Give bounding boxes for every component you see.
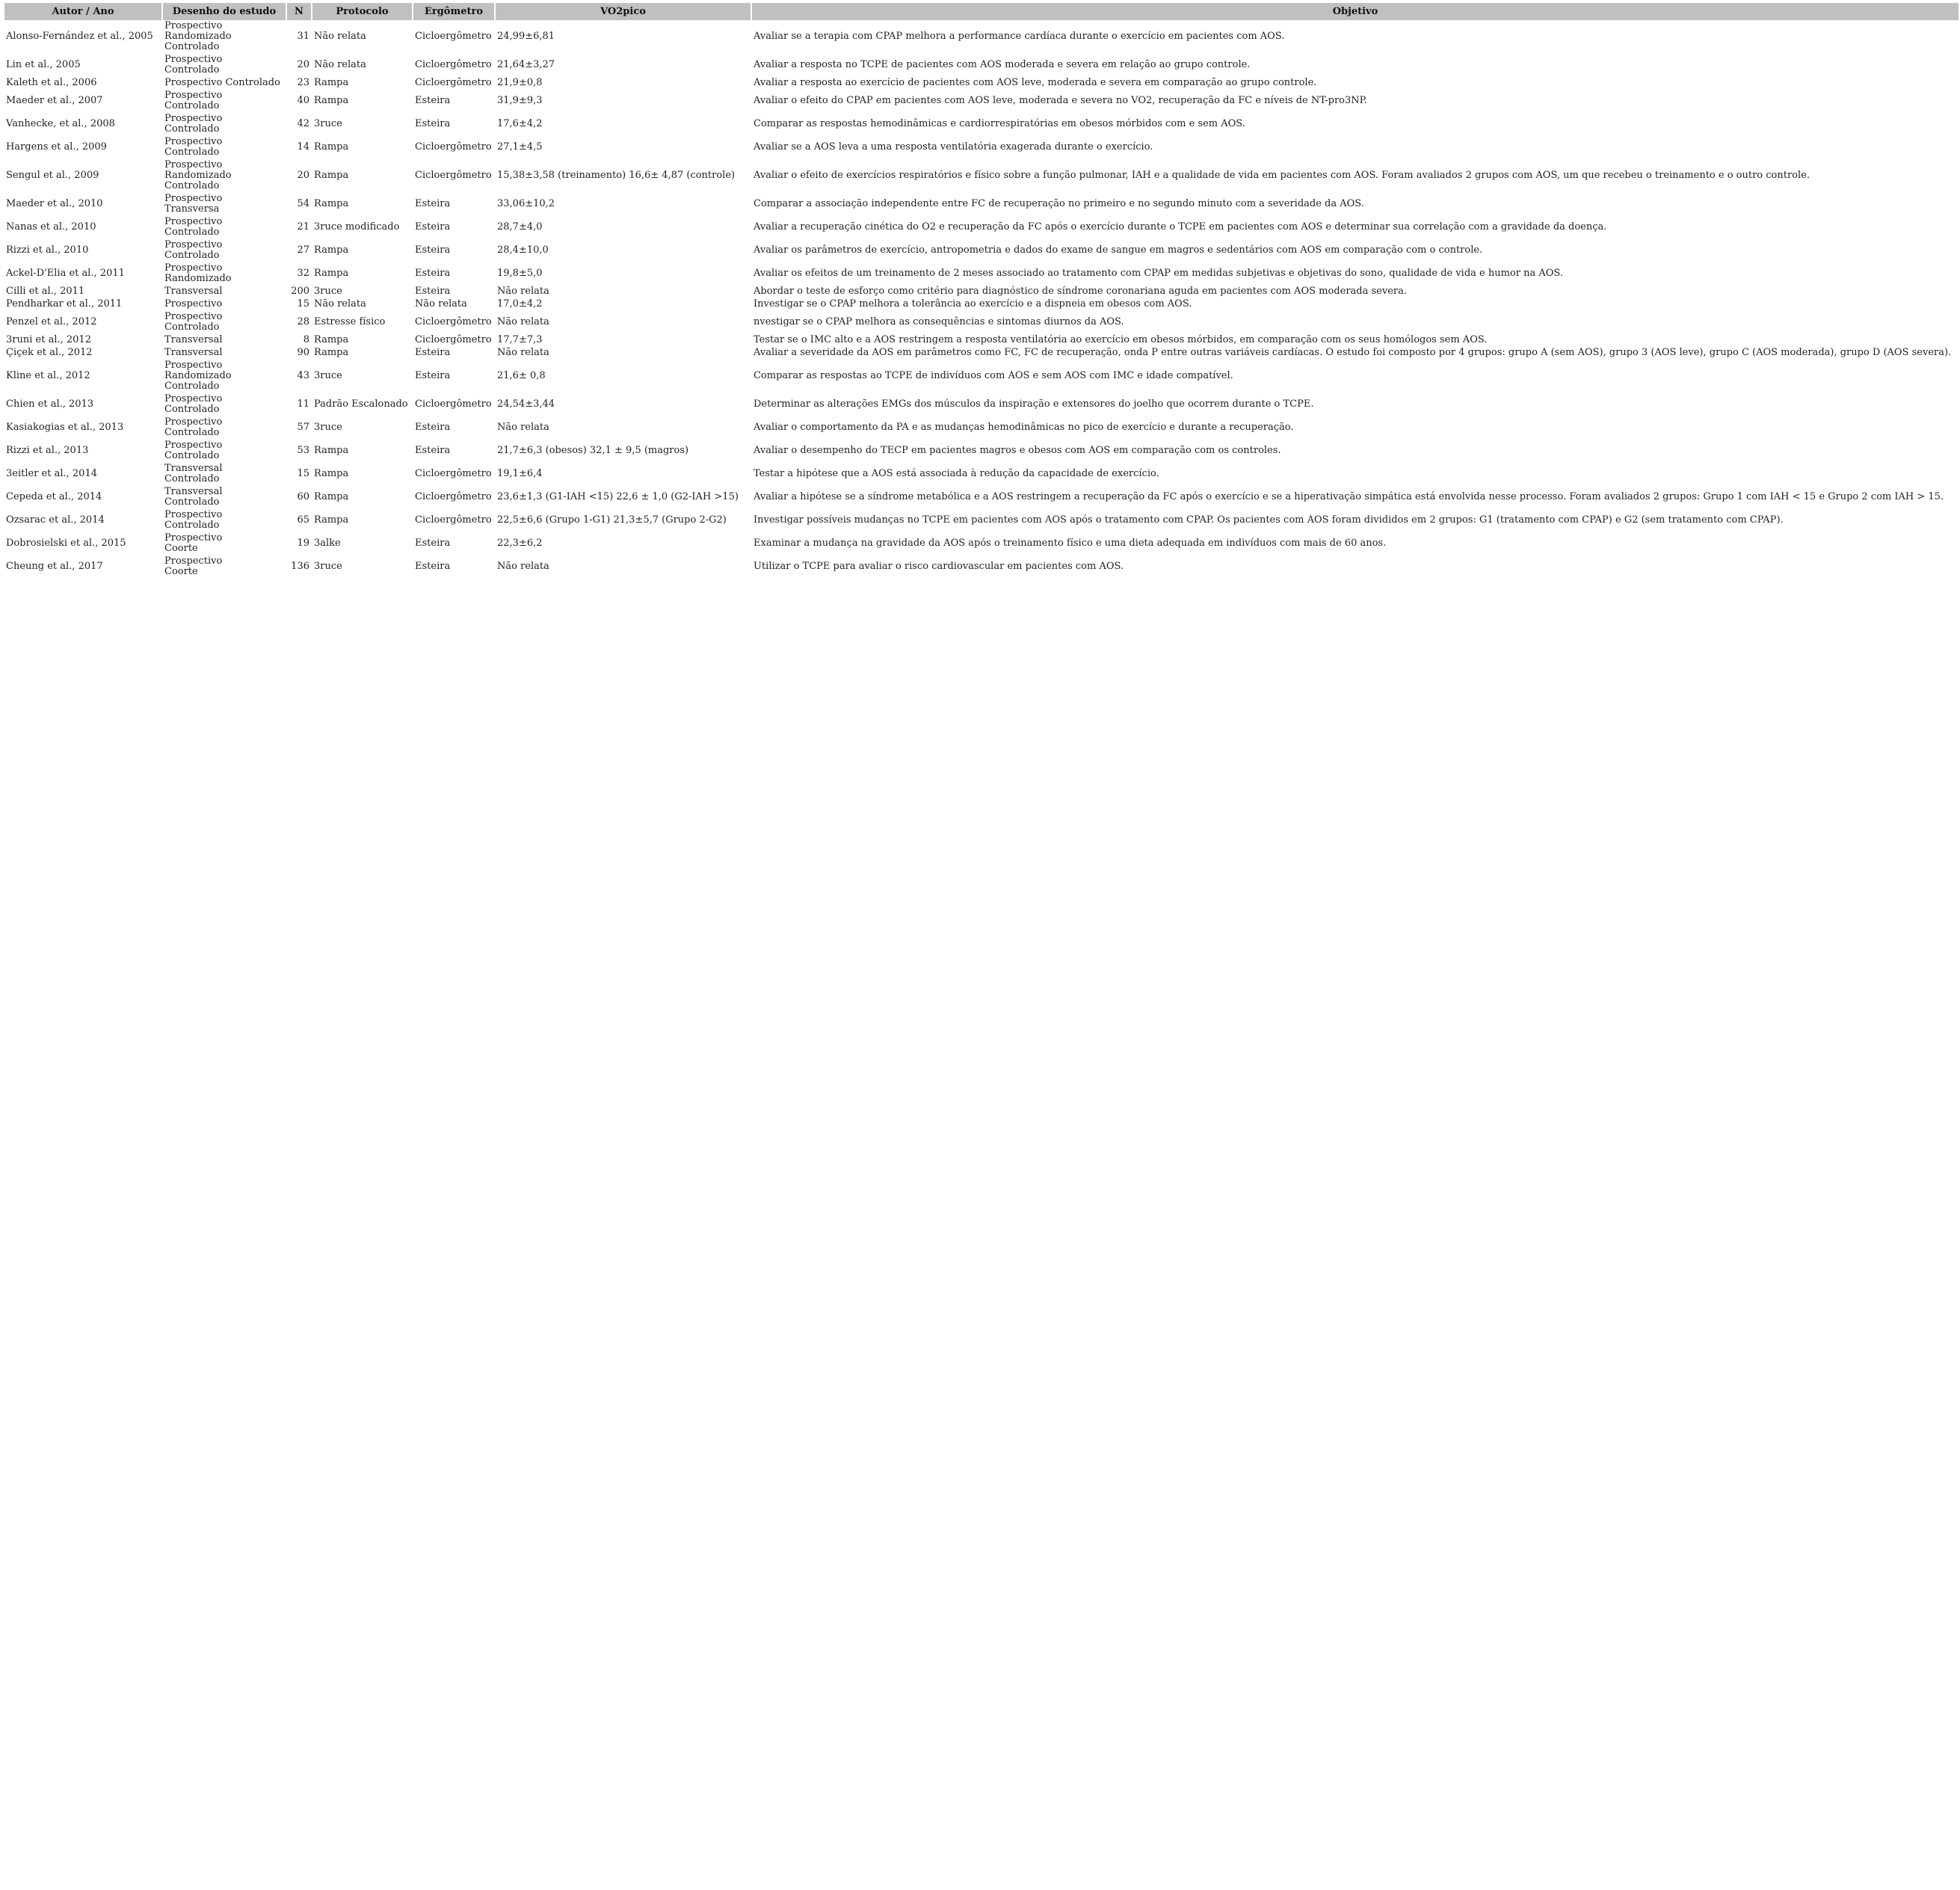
table-row (4, 20, 1959, 54)
cell-desenho (163, 286, 286, 298)
cell-vo2: Não relata (497, 422, 549, 433)
cell-ergometro: Cicloergômetro (415, 141, 492, 153)
header-row (4, 3, 1959, 20)
cell-objetivo: Avaliar o desempenho do TECP em pacientes magros e obesos com AOS em comparação com os controles. (754, 445, 1281, 456)
cell-objetivo: Avaliar a recuperação cinética do O2 e recuperação da FC após o exercício durante o TCPE em pacientes com AOS e determinar sua correlação com a gravidade da doença. (754, 221, 1607, 233)
cell-protocolo: Rampa (314, 244, 349, 256)
cell-ergometro: Esteira (415, 561, 451, 572)
table-body (4, 20, 1959, 579)
header-protocolo: Protocolo (312, 3, 412, 20)
desenho-line: Prospectivo Controlado (164, 77, 280, 88)
table-row (4, 463, 1959, 486)
cell-ergometro: Esteira (415, 118, 451, 129)
cell-objetivo: Avaliar se a AOS leva a uma resposta ventilatória exagerada durante o exercício. (754, 141, 1153, 153)
cell-desenho (163, 311, 286, 334)
cell-protocolo: Rampa (314, 198, 349, 209)
cell-objetivo: Avaliar a hipótese se a síndrome metabólica e a AOS restringem a recuperação da FC após o exercício e se a hiperativação simpática está envolvida nesse processo. Foram avaliados 2 grupos: Grupo 1 com IAH < 15 e Grupo 2 com IAH > 15. (754, 491, 1944, 502)
cell-ergometro: Esteira (415, 198, 451, 209)
cell-desenho (163, 20, 286, 54)
table-row (4, 360, 1959, 393)
cell-objetivo: Determinar as alterações EMGs dos músculos da inspiração e extensores do joelho que ocorrem durante o TCPE. (754, 398, 1314, 410)
table-row (4, 532, 1959, 555)
cell-autor: Vanhecke, et al., 2008 (6, 118, 115, 129)
cell-autor: Alonso-Fernández et al., 2005 (6, 31, 153, 42)
cell-desenho (163, 393, 286, 416)
desenho-line: Prospectivo (164, 393, 223, 404)
cell-ergometro: Esteira (415, 268, 451, 279)
cell-ergometro: Cicloergômetro (415, 77, 492, 88)
cell-ergometro: Esteira (415, 422, 451, 433)
cell-ergometro: Esteira (415, 445, 451, 456)
cell-protocolo: Rampa (314, 170, 349, 181)
desenho-line: Randomizado (164, 273, 232, 284)
cell-n: 57 (297, 422, 309, 433)
table-row (4, 555, 1959, 579)
table-row (4, 113, 1959, 136)
cell-desenho (163, 216, 286, 239)
cell-autor: Kline et al., 2012 (6, 370, 90, 381)
cell-objetivo: Avaliar a resposta ao exercício de pacientes com AOS leve, moderada e severa em comparação ao grupo controle. (754, 77, 1317, 88)
cell-desenho (163, 509, 286, 532)
cell-vo2: 22,5±6,6 (Grupo 1-G1) 21,3±5,7 (Grupo 2-G2) (497, 514, 727, 526)
cell-objetivo: Avaliar os efeitos de um treinamento de 2 meses associado ao tratamento com CPAP em medidas subjetivas e objetivas do sono, qualidade de vida e humor na AOS. (754, 268, 1563, 279)
table-row (4, 440, 1959, 463)
desenho-line: Controlado (164, 404, 220, 415)
cell-protocolo: Rampa (314, 468, 349, 479)
desenho-line: Transversal (164, 486, 223, 497)
cell-protocolo: Não relata (314, 59, 366, 70)
desenho-line: Controlado (164, 321, 220, 333)
desenho-line: Prospectivo (164, 159, 223, 170)
cell-ergometro: Cicloergômetro (415, 491, 492, 502)
cell-autor: Maeder et al., 2007 (6, 95, 103, 106)
table-header (4, 3, 1959, 20)
cell-vo2: 19,1±6,4 (497, 468, 543, 479)
cell-ergometro: Cicloergômetro (415, 398, 492, 410)
desenho-line: Randomizado (164, 170, 232, 181)
cell-desenho (163, 136, 286, 159)
cell-desenho (163, 360, 286, 393)
table-row (4, 334, 1959, 347)
cell-n: 20 (297, 170, 309, 181)
desenho-line: Prospectivo (164, 20, 223, 31)
cell-objetivo: Avaliar os parâmetros de exercício, antropometria e dados do exame de sangue em magros e sedentários com AOS em comparação com o controle. (754, 244, 1483, 256)
cell-protocolo: 3ruce (314, 561, 342, 572)
cell-autor: Ozsarac et al., 2014 (6, 514, 105, 526)
desenho-line: Prospectivo (164, 555, 223, 567)
cell-ergometro: Cicloergômetro (415, 59, 492, 70)
cell-desenho (163, 555, 286, 579)
cell-desenho (163, 262, 286, 286)
cell-n: 65 (297, 514, 309, 526)
cell-desenho (163, 54, 286, 77)
cell-protocolo: 3ruce modificado (314, 221, 400, 233)
desenho-line: Prospectivo (164, 193, 223, 204)
desenho-line: Transversal (164, 463, 223, 474)
cell-vo2: 28,4±10,0 (497, 244, 549, 256)
cell-vo2: 21,6± 0,8 (497, 370, 546, 381)
cell-protocolo: Rampa (314, 334, 349, 345)
cell-n: 54 (297, 198, 309, 209)
studies-table (3, 3, 1960, 579)
desenho-line: Controlado (164, 227, 220, 238)
cell-n: 32 (297, 268, 309, 279)
cell-autor: Hargens et al., 2009 (6, 141, 107, 153)
cell-desenho (163, 334, 286, 347)
cell-protocolo: Rampa (314, 491, 349, 502)
cell-ergometro: Cicloergômetro (415, 468, 492, 479)
desenho-line: Transversal (164, 334, 223, 345)
header-ergometro: Ergômetro (413, 3, 494, 20)
cell-n: 42 (297, 118, 309, 129)
cell-vo2: 17,0±4,2 (497, 298, 543, 310)
desenho-line: Prospectivo (164, 262, 223, 274)
cell-desenho (163, 440, 286, 463)
cell-n: 15 (297, 468, 309, 479)
cell-autor: Dobrosielski et al., 2015 (6, 538, 126, 549)
cell-protocolo: Rampa (314, 445, 349, 456)
cell-desenho (163, 90, 286, 113)
cell-vo2: 21,64±3,27 (497, 59, 555, 70)
cell-autor: Nanas et al., 2010 (6, 221, 96, 233)
cell-protocolo: 3alke (314, 538, 341, 549)
cell-objetivo: Comparar a associação independente entre FC de recuperação no primeiro e no segundo minuto com a severidade da AOS. (754, 198, 1364, 209)
cell-n: 11 (297, 398, 309, 410)
desenho-line: Prospectivo (164, 416, 223, 428)
cell-autor: Rizzi et al., 2010 (6, 244, 89, 256)
desenho-line: Controlado (164, 427, 220, 438)
cell-vo2: Não relata (497, 561, 549, 572)
cell-autor: Chien et al., 2013 (6, 398, 94, 410)
cell-ergometro: Esteira (415, 286, 451, 297)
cell-protocolo: Rampa (314, 268, 349, 279)
table-row (4, 239, 1959, 262)
cell-protocolo: Não relata (314, 298, 366, 310)
desenho-line: Prospectivo (164, 532, 223, 544)
cell-vo2: Não relata (497, 316, 549, 327)
cell-ergometro: Esteira (415, 244, 451, 256)
cell-autor: Lin et al., 2005 (6, 59, 81, 70)
cell-desenho (163, 77, 286, 90)
cell-objetivo: Avaliar o comportamento da PA e as mudanças hemodinâmicas no pico de exercício e durante a recuperação. (754, 422, 1294, 433)
cell-vo2: 23,6±1,3 (G1-IAH <15) 22,6 ± 1,0 (G2-IAH >15) (497, 491, 739, 502)
desenho-line: Controlado (164, 520, 220, 531)
desenho-line: Controlado (164, 450, 220, 461)
cell-autor: Cilli et al., 2011 (6, 286, 85, 297)
cell-ergometro: Esteira (415, 347, 451, 358)
cell-protocolo: Rampa (314, 347, 349, 358)
cell-autor: Ackel-D'Elia et al., 2011 (6, 268, 125, 279)
cell-n: 53 (297, 445, 309, 456)
cell-protocolo: 3ruce (314, 370, 342, 381)
desenho-line: Coorte (164, 566, 198, 577)
cell-vo2: 24,99±6,81 (497, 31, 555, 42)
desenho-line: Controlado (164, 180, 220, 191)
desenho-line: Controlado (164, 250, 220, 261)
cell-desenho (163, 463, 286, 486)
cell-objetivo: nvestigar se o CPAP melhora as consequências e sintomas diurnos da AOS. (754, 316, 1124, 327)
desenho-line: Controlado (164, 473, 220, 484)
cell-desenho (163, 532, 286, 555)
table-row (4, 311, 1959, 334)
cell-autor: Çiçek et al., 2012 (6, 347, 93, 358)
cell-autor: Cepeda et al., 2014 (6, 491, 102, 502)
cell-objetivo: Avaliar o efeito de exercícios respiratórios e físico sobre a função pulmonar, IAH e a qualidade de vida em pacientes com AOS. Foram avaliados 2 grupos com AOS, um que recebeu o treinamento e o outro controle. (754, 170, 1810, 181)
table-row (4, 77, 1959, 90)
desenho-line: Transversa (164, 203, 220, 215)
table-row (4, 416, 1959, 440)
cell-n: 43 (297, 370, 309, 381)
cell-ergometro: Cicloergômetro (415, 170, 492, 181)
cell-ergometro: Não relata (415, 298, 467, 310)
studies-table-container (3, 3, 1957, 579)
desenho-line: Prospectivo (164, 136, 223, 147)
cell-vo2: 28,7±4,0 (497, 221, 543, 233)
table-row (4, 509, 1959, 532)
desenho-line: Prospectivo (164, 440, 223, 451)
cell-ergometro: Esteira (415, 221, 451, 233)
cell-vo2: Não relata (497, 286, 549, 297)
cell-n: 20 (297, 59, 309, 70)
cell-vo2: 21,7±6,3 (obesos) 32,1 ± 9,5 (magros) (497, 445, 689, 456)
cell-n: 8 (303, 334, 309, 345)
cell-n: 40 (297, 95, 309, 106)
cell-n: 31 (297, 31, 309, 42)
cell-autor: Kaleth et al., 2006 (6, 77, 97, 88)
cell-protocolo: 3ruce (314, 118, 342, 129)
cell-autor: Penzel et al., 2012 (6, 316, 97, 327)
cell-autor: 3eitler et al., 2014 (6, 468, 97, 479)
cell-objetivo: Avaliar o efeito do CPAP em pacientes com AOS leve, moderada e severa no VO2, recuperação da FC e níveis de NT-pro3NP. (754, 95, 1367, 106)
cell-protocolo: Estresse físico (314, 316, 386, 327)
cell-autor: Pendharkar et al., 2011 (6, 298, 123, 310)
header-desenho: Desenho do estudo (163, 3, 286, 20)
desenho-line: Transversal (164, 286, 223, 297)
cell-ergometro: Cicloergômetro (415, 316, 492, 327)
cell-ergometro: Cicloergômetro (415, 334, 492, 345)
table-row (4, 216, 1959, 239)
table-row (4, 298, 1959, 311)
cell-autor: Rizzi et al., 2013 (6, 445, 89, 456)
cell-vo2: 15,38±3,58 (treinamento) 16,6± 4,87 (controle) (497, 170, 736, 181)
cell-objetivo: Investigar possíveis mudanças no TCPE em pacientes com AOS após o tratamento com CPAP. Os pacientes com AOS foram divididos em 2 grupos: G1 (tratamento com CPAP) e G2 (sem tratamento com CPAP). (754, 514, 1784, 526)
table-row (4, 286, 1959, 298)
table-row (4, 393, 1959, 416)
cell-objetivo: Examinar a mudança na gravidade da AOS após o treinamento físico e uma dieta adequada em indivíduos com mais de 60 anos. (754, 538, 1387, 549)
cell-protocolo: Rampa (314, 77, 349, 88)
cell-ergometro: Cicloergômetro (415, 31, 492, 42)
cell-desenho (163, 347, 286, 360)
desenho-line: Prospectivo (164, 509, 223, 520)
desenho-line: Controlado (164, 381, 220, 392)
cell-autor: Kasiakogias et al., 2013 (6, 422, 124, 433)
cell-ergometro: Esteira (415, 95, 451, 106)
cell-protocolo: 3ruce (314, 286, 342, 297)
cell-protocolo: Não relata (314, 31, 366, 42)
cell-objetivo: Avaliar se a terapia com CPAP melhora a performance cardíaca durante o exercício em pacientes com AOS. (754, 31, 1285, 42)
desenho-line: Controlado (164, 64, 220, 76)
cell-desenho (163, 416, 286, 440)
table-row (4, 347, 1959, 360)
desenho-line: Randomizado (164, 370, 232, 381)
desenho-line: Controlado (164, 123, 220, 135)
desenho-line: Prospectivo (164, 54, 223, 65)
cell-protocolo: 3ruce (314, 422, 342, 433)
cell-desenho (163, 486, 286, 509)
cell-protocolo: Padrão Escalonado (314, 398, 408, 410)
cell-objetivo: Comparar as respostas hemodinâmicas e cardiorrespiratórias em obesos mórbidos com e sem AOS. (754, 118, 1245, 129)
desenho-line: Prospectivo (164, 360, 223, 371)
desenho-line: Prospectivo (164, 239, 223, 250)
cell-n: 27 (297, 244, 309, 256)
cell-objetivo: Comparar as respostas ao TCPE de indivíduos com AOS e sem AOS com IMC e idade compatível. (754, 370, 1233, 381)
cell-autor: Maeder et al., 2010 (6, 198, 103, 209)
cell-vo2: 17,6±4,2 (497, 118, 543, 129)
cell-n: 200 (291, 286, 309, 297)
cell-protocolo: Rampa (314, 514, 349, 526)
cell-n: 28 (297, 316, 309, 327)
header-objetivo: Objetivo (752, 3, 1959, 20)
cell-vo2: 17,7±7,3 (497, 334, 543, 345)
table-row (4, 54, 1959, 77)
desenho-line: Controlado (164, 100, 220, 111)
cell-protocolo: Rampa (314, 95, 349, 106)
cell-n: 21 (297, 221, 309, 233)
desenho-line: Coorte (164, 543, 198, 554)
cell-n: 60 (297, 491, 309, 502)
cell-n: 90 (297, 347, 309, 358)
cell-n: 14 (297, 141, 309, 153)
cell-vo2: 31,9±9,3 (497, 95, 543, 106)
cell-objetivo: Utilizar o TCPE para avaliar o risco cardiovascular em pacientes com AOS. (754, 561, 1124, 572)
cell-autor: 3runi et al., 2012 (6, 334, 91, 345)
table-row (4, 90, 1959, 113)
desenho-line: Transversal (164, 347, 223, 358)
table-row (4, 262, 1959, 286)
cell-desenho (163, 239, 286, 262)
desenho-line: Controlado (164, 147, 220, 158)
header-vo2: VO2pico (496, 3, 751, 20)
cell-objetivo: Testar se o IMC alto e a AOS restringem a resposta ventilatória ao exercício em obesos mórbidos, em comparação com os seus homólogos sem AOS. (754, 334, 1488, 345)
cell-objetivo: Investigar se o CPAP melhora a tolerância ao exercício e a dispneia em obesos com AOS. (754, 298, 1192, 310)
header-autor: Autor / Ano (4, 3, 161, 20)
desenho-line: Prospectivo (164, 311, 223, 322)
cell-objetivo: Abordar o teste de esforço como critério para diagnóstico de síndrome coronariana aguda em pacientes com AOS moderada severa. (754, 286, 1407, 297)
desenho-line: Controlado (164, 496, 220, 508)
cell-objetivo: Avaliar a severidade da AOS em parâmetros como FC, FC de recuperação, onda P entre outras variáveis cardíacas. O estudo foi composto por 4 grupos: grupo A (sem AOS), grupo 3 (AOS leve), grupo C (AOS moderada), grupo D (AOS severa). (754, 347, 1952, 358)
cell-objetivo: Testar a hipótese que a AOS está associada à redução da capacidade de exercício. (754, 468, 1159, 479)
header-n: N (287, 3, 311, 20)
cell-vo2: 19,8±5,0 (497, 268, 543, 279)
cell-n: 23 (297, 77, 309, 88)
cell-desenho (163, 193, 286, 216)
table-row (4, 136, 1959, 159)
table-row (4, 193, 1959, 216)
cell-desenho (163, 159, 286, 193)
desenho-line: Controlado (164, 41, 220, 52)
cell-ergometro: Esteira (415, 538, 451, 549)
cell-desenho (163, 113, 286, 136)
table-row (4, 159, 1959, 193)
desenho-line: Prospectivo (164, 113, 223, 124)
cell-vo2: 22,3±6,2 (497, 538, 543, 549)
cell-vo2: 27,1±4,5 (497, 141, 543, 153)
cell-autor: Sengul et al., 2009 (6, 170, 99, 181)
desenho-line: Randomizado (164, 31, 232, 42)
cell-objetivo: Avaliar a resposta no TCPE de pacientes com AOS moderada e severa em relação ao grupo controle. (754, 59, 1251, 70)
cell-vo2: 33,06±10,2 (497, 198, 555, 209)
cell-n: 136 (291, 561, 309, 572)
cell-protocolo: Rampa (314, 141, 349, 153)
desenho-line: Prospectivo (164, 90, 223, 101)
cell-ergometro: Cicloergômetro (415, 514, 492, 526)
desenho-line: Prospectivo (164, 216, 223, 227)
cell-ergometro: Esteira (415, 370, 451, 381)
cell-vo2: Não relata (497, 347, 549, 358)
cell-n: 15 (297, 298, 309, 310)
cell-autor: Cheung et al., 2017 (6, 561, 103, 572)
cell-n: 19 (297, 538, 309, 549)
cell-vo2: 24,54±3,44 (497, 398, 555, 410)
table-row (4, 486, 1959, 509)
cell-desenho (163, 298, 286, 311)
cell-vo2: 21,9±0,8 (497, 77, 543, 88)
desenho-line: Prospectivo (164, 298, 223, 310)
